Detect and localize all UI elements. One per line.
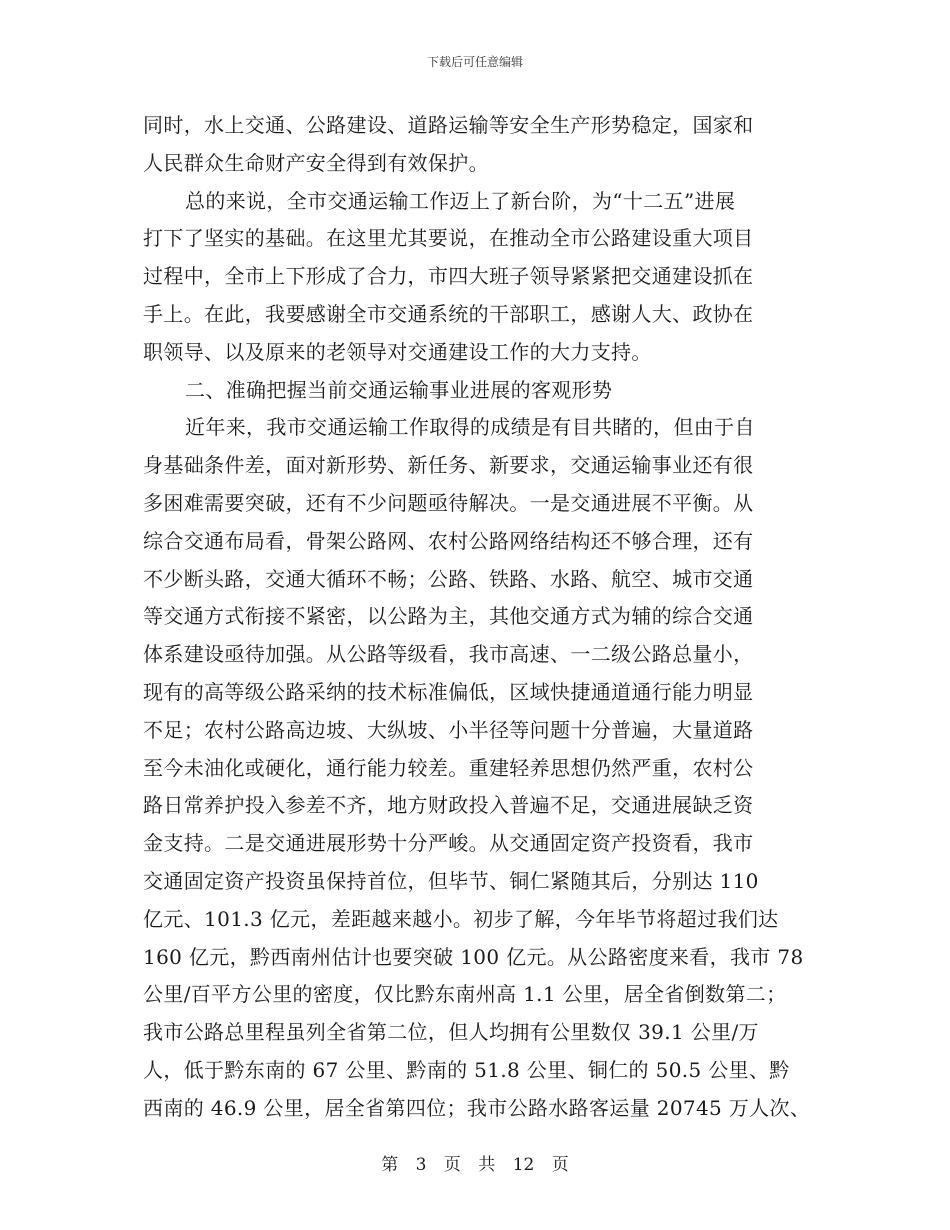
body-line: 综合交通布局看，骨架公路网、农村公路网络结构还不够合理，还有	[143, 528, 754, 553]
paragraph-start-line: 总的来说，全市交通运输工作迈上了新台阶，为“十二五”进展	[185, 188, 736, 213]
body-line: 等交通方式衔接不紧密，以公路为主，其他交通方式为辅的综合交通	[143, 604, 754, 629]
section-heading: 二、准确把握当前交通运输事业进展的客观形势	[185, 377, 613, 402]
body-line: 人民群众生命财产安全得到有效保护。	[143, 150, 489, 175]
page-footer	[0, 1150, 950, 1175]
body-line: 现有的高等级公路采纳的技术标准偏低，区域快捷通道通行能力明显	[143, 679, 754, 704]
body-line: 同时，水上交通、公路建设、道路运输等安全生产形势稳定，国家和	[143, 113, 754, 137]
body-line: 160 亿元，黔西南州估计也要突破 100 亿元。从公路密度来看，我市 78	[143, 944, 804, 969]
footer-total-label: 共	[478, 1155, 496, 1175]
body-line: 不足；农村公路高边坡、大纵坡、小半径等问题十分普遍，大量道路	[143, 717, 754, 742]
body-line: 职领导、以及原来的老领导对交通建设工作的大力支持。	[143, 339, 652, 364]
body-line: 我市公路总里程虽列全省第二位，但人均拥有公里数仅 39.1 公里/万	[143, 1020, 759, 1045]
footer-total-pages: 12	[512, 1155, 535, 1175]
body-line: 西南的 46.9 公里，居全省第四位；我市公路水路客运量 20745 万人次、	[143, 1095, 811, 1120]
body-line: 不少断头路，交通大循环不畅；公路、铁路、水路、航空、城市交通	[143, 566, 754, 591]
body-line: 多困难需要突破，还有不少问题亟待解决。一是交通进展不平衡。从	[143, 490, 754, 515]
body-line: 金支持。二是交通进展形势十分严峻。从交通固定资产投资看，我市	[143, 831, 754, 856]
body-line: 过程中，全市上下形成了合力，市四大班子领导紧紧把交通建设抓在	[143, 264, 754, 289]
body-line: 公里/百平方公里的密度，仅比黔东南州高 1.1 公里，居全省倒数第二；	[143, 982, 787, 1007]
footer-page-label: 第	[381, 1155, 399, 1175]
body-line: 至今未油化或硬化，通行能力较差。重建轻养思想仍然严重，农村公	[143, 755, 754, 780]
body-line: 手上。在此，我要感谢全市交通系统的干部职工，感谢人大、政协在	[143, 301, 754, 326]
footer-total-unit: 页	[551, 1155, 569, 1175]
body-line: 体系建设亟待加强。从公路等级看，我市高速、一二级公路总量小，	[143, 642, 754, 667]
body-line: 身基础条件差，面对新形势、新任务、新要求，交通运输事业还有很	[143, 453, 754, 478]
body-line: 交通固定资产投资虽保持首位，但毕节、铜仁紧随其后，分别达 110	[143, 868, 759, 893]
document-body	[143, 107, 811, 1128]
body-line: 路日常养护投入参差不齐，地方财政投入普遍不足，交通进展缺乏资	[143, 793, 754, 818]
body-line: 打下了坚实的基础。在这里尤其要说，在推动全市公路建设重大项目	[143, 226, 754, 251]
page-header-note: 下载后可任意编辑	[426, 55, 523, 69]
paragraph-start-line: 近年来，我市交通运输工作取得的成绩是有目共睹的，但由于自	[185, 415, 755, 440]
body-line: 人，低于黔东南的 67 公里、黔南的 51.8 公里、铜仁的 50.5 公里、黔	[143, 1057, 790, 1082]
body-line: 亿元、101.3 亿元，差距越来越小。初步了解，今年毕节将超过我们达	[143, 906, 779, 931]
footer-current-page: 3	[415, 1155, 427, 1175]
footer-page-unit: 页	[443, 1155, 461, 1175]
